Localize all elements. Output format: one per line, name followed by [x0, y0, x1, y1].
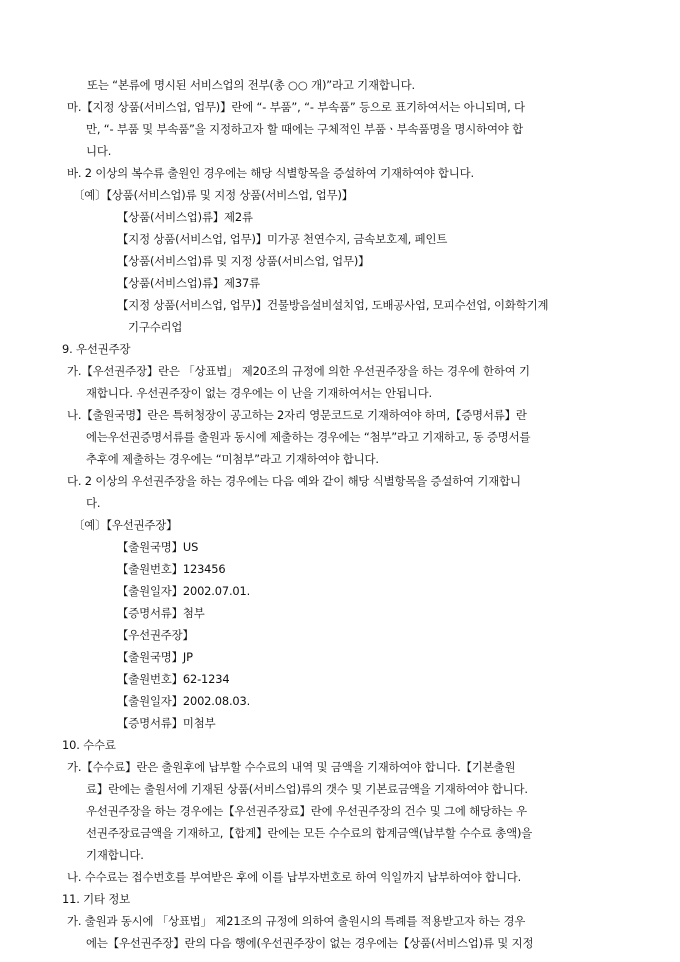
text-line-item-ba: 바. 2 이상의 복수류 출원인 경우에는 해당 식별항목을 증설하여 기재하여야 합니다. [67, 166, 474, 180]
example-line: 【우선권주장】 [117, 628, 194, 642]
text-line-item-ga: 가.【우선권주장】란은 「상표법」 제20조의 규정에 의한 우선권주장을 하는 경우에 한하여 기 [67, 364, 530, 378]
example-line: 【상품(서비스업)류】제2류 [117, 210, 253, 224]
text-line-item-ga: 가. 출원과 동시에 「상표법」 제21조의 규정에 의하여 출원시의 특례를 적용받고자 하는 경우 [67, 914, 526, 928]
example-line: 【출원번호】62-1234 [117, 672, 230, 686]
section-heading-9: 9. 우선권주장 [62, 342, 131, 356]
text-line-item-ga: 가.【수수료】란은 출원후에 납부할 수수료의 내역 및 금액을 기재하여야 합니다.【기본출원 [67, 760, 516, 774]
text-line-continuation: 재합니다. 우선권주장이 없는 경우에는 이 난을 기재하여서는 안됩니다. [86, 386, 432, 400]
text-line-continuation: 다. [86, 496, 101, 510]
example-line: 【증명서류】미첨부 [117, 716, 216, 730]
example-line: 【출원국명】JP [117, 650, 193, 664]
text-line-item-na: 나. 수수료는 접수번호를 부여받은 후에 이를 납부자번호로 하여 익일까지 납부하여야 합니다. [67, 870, 522, 884]
example-heading: 〔예〕【우선권주장】 [73, 518, 178, 532]
example-heading: 〔예〕【상품(서비스업)류 및 지정 상품(서비스업, 업무)】 [73, 188, 354, 202]
section-heading-10: 10. 수수료 [62, 738, 116, 752]
example-line: 【출원국명】US [117, 540, 199, 554]
text-line-continuation: 선권주장료금액을 기재하고,【합계】란에는 모든 수수료의 합계금액(납부할 수수료 총액)을 [86, 826, 533, 840]
text-line-continuation: 에는【우선권주장】란의 다음 행에(우선권주장이 없는 경우에는【상품(서비스업)류 및 지정 [86, 936, 534, 950]
example-line: 【지정 상품(서비스업, 업무)】건물방음설비설치업, 도배공사업, 모피수선업, 이화학기계 [117, 298, 549, 312]
text-line-item-na: 나.【출원국명】란은 특허청장이 공고하는 2자리 영문코드로 기재하여야 하며,【증명서류】란 [67, 408, 527, 422]
example-line: 【상품(서비스업)류 및 지정 상품(서비스업, 업무)】 [117, 254, 370, 268]
text-line-continuation: 기재합니다. [86, 848, 144, 862]
example-line: 【출원일자】2002.08.03. [117, 694, 251, 708]
text-line-continuation: 우선권주장을 하는 경우에는【우선권주장료】란에 우선권주장의 건수 및 그에 해당하는 우 [86, 804, 527, 818]
text-line-continuation: 추후에 제출하는 경우에는 “미첨부”라고 기재하여야 합니다. [86, 452, 379, 466]
example-line: 【상품(서비스업)류】제37류 [117, 276, 260, 290]
example-line-continuation: 기구수리업 [128, 320, 183, 334]
example-line: 【출원일자】2002.07.01. [117, 584, 251, 598]
example-line: 【출원번호】123456 [117, 562, 226, 576]
text-line-continuation: 니다. [86, 144, 112, 158]
example-line: 【증명서류】첨부 [117, 606, 205, 620]
text-line-continuation: 또는 “본류에 명시된 서비스업의 전부(총 ○○ 개)”라고 기재합니다. [87, 78, 415, 92]
text-line-continuation: 에는우선권증명서류를 출원과 동시에 제출하는 경우에는 “첨부”라고 기재하고, 동 증명서를 [86, 430, 531, 444]
text-line-item-da: 다. 2 이상의 우선권주장을 하는 경우에는 다음 예와 같이 해당 식별항목을 증설하여 기재합니 [67, 474, 521, 488]
text-line-item-ma: 마.【지정 상품(서비스업, 업무)】란에 “- 부품”, “- 부속품” 등으로 표기하여서는 아니되며, 다 [67, 100, 525, 114]
section-heading-11: 11. 기타 정보 [62, 892, 131, 906]
text-line-continuation: 료】란에는 출원서에 기재된 상품(서비스업)류의 갯수 및 기본료금액을 기재하여야 합니다. [86, 782, 528, 796]
example-line: 【지정 상품(서비스업, 업무)】미가공 천연수지, 금속보호제, 페인트 [117, 232, 448, 246]
text-line-continuation: 만, “- 부품 및 부속품”을 지정하고자 할 때에는 구체적인 부품ㆍ부속품명을 명시하여야 합 [86, 122, 523, 136]
